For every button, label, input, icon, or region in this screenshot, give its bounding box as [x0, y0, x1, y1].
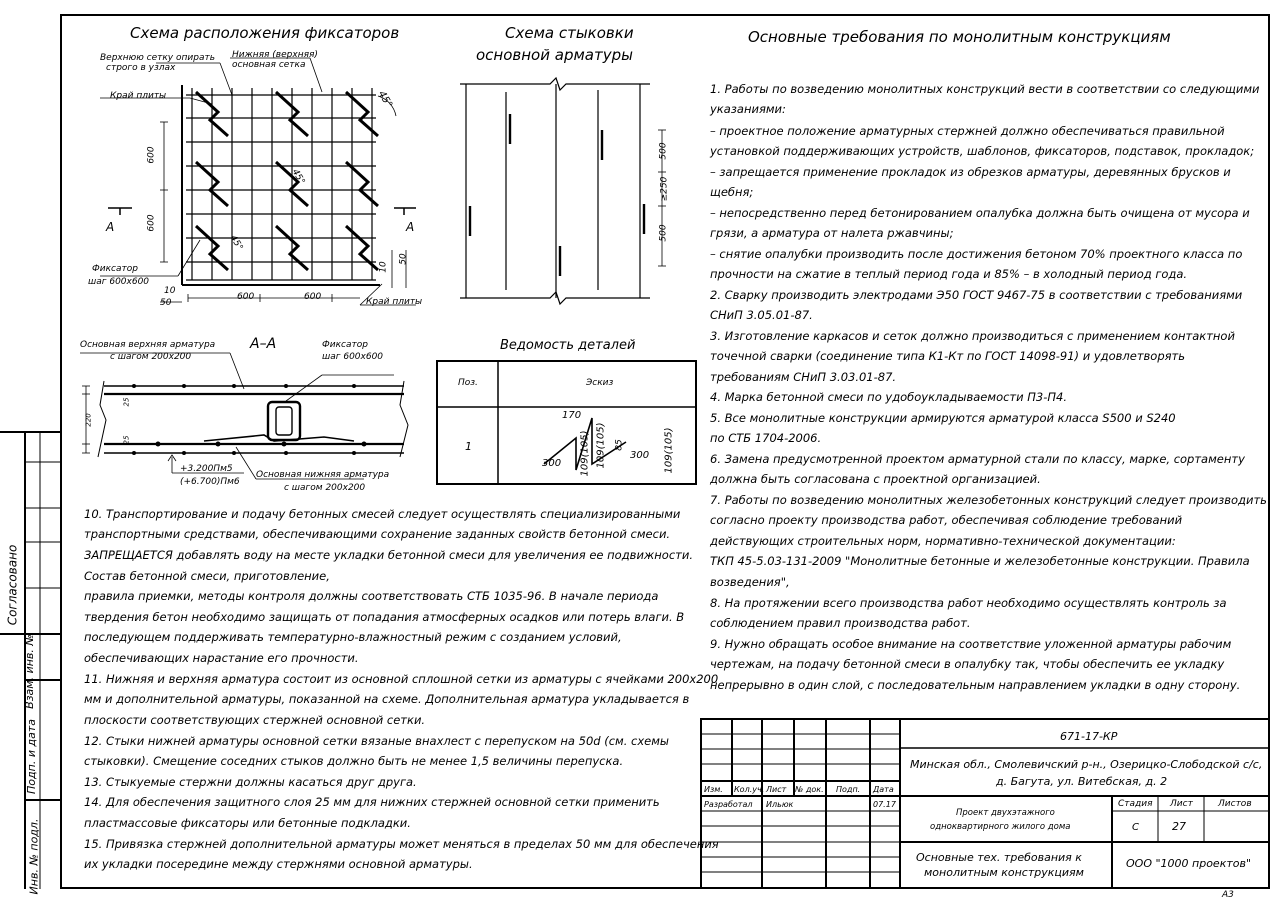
note-line: их укладки посередине между стержнями основной арматуры. — [84, 857, 473, 871]
details-header-pos: Поз. — [458, 378, 478, 388]
requirement-line: 1. Работы по возведению монолитных конструкций вести в соответствии со следующими — [710, 82, 1260, 96]
requirements-title: Основные требования по монолитным конструкциям — [748, 28, 1171, 46]
requirement-line: – непосредственно перед бетонированием опалубка должна быть очищена от мусора и — [710, 206, 1250, 220]
bottom-rebar-label-1: Основная нижняя арматура — [256, 470, 390, 480]
stage-header: Стадия — [1118, 799, 1153, 809]
col-list: Лист — [766, 785, 787, 794]
col-podp: Подп. — [836, 785, 861, 794]
note-line: 13. Стыкуемые стержни должны касаться друг друга. — [84, 775, 417, 789]
angle-label-1: 45° — [375, 89, 395, 110]
dim-220: 220 — [84, 413, 93, 427]
requirement-line: действующих строительных норм, нормативно-технической документации: — [710, 534, 1176, 548]
requirement-line: 7. Работы по возведению монолитных железобетонных конструкций следует производить — [710, 493, 1267, 507]
joint-scheme-title-1: Схема стыковки — [505, 24, 634, 42]
section-mark-right: А — [406, 220, 415, 234]
details-header-sketch: Эскиз — [586, 378, 614, 388]
col-date: Дата — [873, 785, 894, 794]
requirement-line: 5. Все монолитные конструкции армируются арматурой класса S500 и S240 — [710, 411, 1176, 425]
requirement-line: грязи, а арматура от налета ржавчины; — [710, 226, 954, 240]
sketch-dim-109-a: 109(105) — [579, 430, 591, 477]
developer-date: 07.17 — [873, 800, 896, 809]
joint-dim-500-1: 500 — [658, 142, 669, 160]
sketch-dim-109-b: 109(105) — [595, 422, 607, 469]
agreed-label: Согласовано — [5, 544, 20, 626]
requirement-line: должна быть согласована с проектной организацией. — [710, 472, 1041, 486]
requirement-line: СНиП 3.05.01-87. — [710, 308, 813, 322]
requirement-line: ТКП 45-5.03-131-2009 "Монолитные бетонные и железобетонные конструкции. Правила — [710, 554, 1250, 568]
requirement-line: точечной сварки (соединение типа К1-Кт по ГОСТ 14098-91) и удовлетворять — [710, 349, 1186, 363]
requirement-line: щебня; — [710, 185, 754, 199]
dim-50-v: 50 — [398, 253, 409, 265]
joint-dim-500-2: 500 — [658, 224, 669, 242]
note-line: Состав бетонной смеси, приготовление, — [84, 569, 330, 583]
top-rebar-label-1: Основная верхняя арматура — [80, 340, 216, 350]
section-title: А–А — [250, 336, 277, 352]
angle-label-3: 45° — [227, 233, 245, 253]
sketch-dim-300-left: 300 — [542, 458, 562, 469]
sheet-title-2: монолитным конструкциям — [924, 866, 1084, 879]
bottom-rebar-label-2: с шагом 200х200 — [284, 483, 366, 493]
level-label-1: +3.200Пм5 — [180, 464, 233, 474]
dim-10-h: 10 — [164, 286, 176, 296]
requirement-line: – запрещается применение прокладок из обрезков арматуры, деревянных брусков и — [710, 165, 1231, 179]
sketch-dim-109-c: 109(105) — [663, 427, 675, 474]
note-line: твердения бетон необходимо защищать от попадания атмосферных осадков или потерь влаги. В — [84, 610, 685, 624]
note-line: транспортными средствами, обеспечивающими сохранение заданных свойств бетонной смеси. — [84, 527, 671, 541]
note-line: пластмассовые фиксаторы или бетонные подкладки. — [84, 816, 411, 830]
note-line: стыковки). Смещение соседних стыков должно быть не менее 1,5 величины перепуска. — [84, 754, 624, 768]
joint-scheme-title-2: основной арматуры — [476, 46, 633, 64]
section-fixator-label-2: шаг 600х600 — [322, 352, 384, 362]
inv-replace-label: Взам. инв. № — [22, 634, 36, 709]
section-mark-left: А — [106, 220, 115, 234]
note-line: последующем поддерживать температурно-влажностный режим с созданием условий, — [84, 630, 622, 644]
label-top-mesh-1: Верхнюю сетку опирать — [100, 53, 216, 63]
angle-label-2: 45° — [289, 167, 307, 187]
sheet-format: А3 — [1222, 890, 1234, 900]
sheet-title-1: Основные тех. требования к — [916, 851, 1082, 864]
top-rebar-label-2: с шагом 200х200 — [110, 352, 192, 362]
requirement-line: 8. На протяжении всего производства работ необходимо осуществлять контроль за — [710, 596, 1227, 610]
requirement-line: 9. Нужно обращать особое внимание на соответствие уложенной арматуры рабочим — [710, 637, 1232, 651]
joint-dim-250: ≥250 — [659, 176, 670, 202]
label-slab-edge-2: Край плиты — [366, 297, 423, 307]
dim-10-v: 10 — [378, 261, 389, 273]
requirement-line: установкой поддерживающих устройств, шаблонов, фиксаторов, подставок, прокладок; — [710, 144, 1255, 158]
label-mesh-2: основная сетка — [232, 60, 306, 70]
dim-600-h1: 600 — [237, 292, 255, 302]
requirement-line: по СТБ 1704-2006. — [710, 431, 822, 445]
dim-600-h2: 600 — [304, 292, 322, 302]
sketch-dim-85: 85 — [614, 439, 625, 451]
dim-25-bottom: 25 — [122, 435, 131, 445]
requirement-line: 3. Изготовление каркасов и сеток должно производиться с применением контактной — [710, 329, 1235, 343]
requirement-line: 6. Замена предусмотренной проектом арматурной стали по классу, марке, сортаменту — [710, 452, 1245, 466]
company-name: ООО "1000 проектов" — [1126, 857, 1252, 870]
requirement-line: прочности на сжатие в теплый период года и 85% – в холодный период года. — [710, 267, 1188, 281]
sheet-header: Лист — [1170, 799, 1193, 809]
document-code: 671-17-КР — [1060, 730, 1118, 743]
note-line: мм и дополнительной арматуры, показанной на схеме. Дополнительная арматура укладывается в — [84, 692, 690, 706]
sheets-header: Листов — [1218, 799, 1252, 809]
note-line: 15. Привязка стержней дополнительной арматуры может меняться в пределах 50 мм для обеспечения — [84, 837, 719, 851]
project-name-1: Проект двухэтажного — [956, 808, 1055, 818]
inv-orig-label: Инв. № подл. — [27, 818, 41, 895]
dim-600-v1: 600 — [146, 146, 157, 164]
joint-scheme — [440, 70, 690, 310]
requirement-line: 2. Сварку производить электродами Э50 ГОСТ 9467-75 в соответствии с требованиями — [710, 288, 1243, 302]
requirement-line: чертежам, на подачу бетонной смеси в опалубку так, чтобы обеспечить ее укладку — [710, 657, 1225, 671]
requirement-line: непрерывно в один слой, с последовательным направлением укладки в одну сторону. — [710, 678, 1241, 692]
note-line: 12. Стыки нижней арматуры основной сетки вязаные внахлест с перепуском на 50d (см. схемы — [84, 734, 669, 748]
col-izm: Изм. — [704, 785, 723, 794]
note-line: ЗАПРЕЩАЕТСЯ добавлять воду на месте укладки бетонной смеси для увеличения ее подвижности. — [84, 548, 693, 562]
details-pos-1: 1 — [465, 440, 472, 453]
level-label-2: (+6.700)Пм6 — [180, 477, 240, 487]
requirement-line: – снятие опалубки производить после достижения бетоном 70% проектного класса по — [710, 247, 1243, 261]
address-line-1: Минская обл., Смолевичский р-н., Озерицко-Слободской с/с, — [910, 758, 1263, 771]
requirement-line: соблюдением правил производства работ. — [710, 616, 971, 630]
sketch-dim-300-right: 300 — [630, 450, 650, 461]
label-fixator-2: шаг 600х600 — [88, 277, 150, 287]
label-top-mesh-2: строго в узлах — [106, 63, 176, 73]
sign-date-label: Подп. и дата — [24, 719, 38, 794]
note-line: правила приемки, методы контроля должны соответствовать СТБ 1035-96. В начале периода — [84, 589, 659, 603]
requirement-line: – проектное положение арматурных стержней должно обеспечиваться правильной — [710, 124, 1225, 138]
developer-name: Ильюк — [766, 800, 794, 809]
label-mesh-1: Нижняя (верхняя) — [232, 50, 318, 60]
role-developer: Разработал — [704, 800, 753, 809]
section-fixator-label-1: Фиксатор — [322, 340, 368, 350]
fixator-scheme-title: Схема расположения фиксаторов — [130, 24, 400, 42]
project-name-2: одноквартирного жилого дома — [930, 822, 1071, 832]
requirement-line: требованиям СНиП 3.03.01-87. — [710, 370, 897, 384]
note-line: 11. Нижняя и верхняя арматура состоит из основной сплошной сетки из арматуры с ячейками 200х200 — [84, 672, 719, 686]
dim-600-v2: 600 — [146, 214, 157, 232]
requirement-line: указаниями: — [710, 102, 786, 116]
stage-value: С — [1132, 822, 1139, 833]
note-line: 14. Для обеспечения защитного слоя 25 мм для нижних стержней основной сетки применить — [84, 795, 660, 809]
dim-50-h: 50 — [160, 298, 172, 308]
requirement-line: 4. Марка бетонной смеси по удобоукладываемости П3-П4. — [710, 390, 1067, 404]
requirement-line: согласно проекту производства работ, обеспечивая соблюдение требований — [710, 513, 1183, 527]
note-line: обеспечивающих нарастание его прочности. — [84, 651, 359, 665]
dim-25-top: 25 — [122, 397, 131, 407]
sheet-value: 27 — [1172, 820, 1186, 833]
col-kol: Кол.уч. — [734, 785, 765, 794]
label-slab-edge: Край плиты — [110, 91, 167, 101]
details-title: Ведомость деталей — [500, 338, 636, 353]
note-line: плоскости соответствующих стержней основной сетки. — [84, 713, 426, 727]
note-line: 10. Транспортирование и подачу бетонных смесей следует осуществлять специализированными — [84, 507, 681, 521]
sketch-dim-170: 170 — [562, 410, 582, 421]
address-line-2: д. Багута, ул. Витебская, д. 2 — [996, 775, 1168, 788]
col-doc: № док. — [795, 785, 824, 794]
label-fixator-1: Фиксатор — [92, 264, 138, 274]
requirement-line: возведения", — [710, 575, 790, 589]
